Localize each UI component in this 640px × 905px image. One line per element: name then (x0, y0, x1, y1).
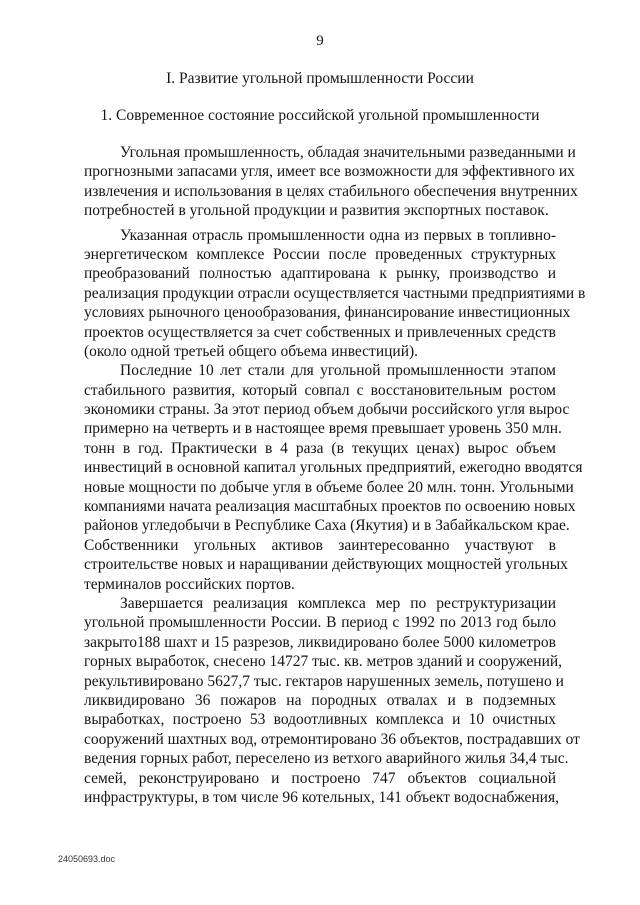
text-line: угольной промышленности России. В период с 1992 по 2013 год было (84, 614, 556, 632)
text-line: строительстве новых и наращивании действующих мощностей угольных (84, 556, 568, 574)
text-line: преобразований полностью адаптирована к рынку, производство и (84, 265, 556, 283)
paragraph-3 (84, 361, 583, 594)
text-line: ликвидировано 36 пожаров на породных отвалах и в подземных (84, 691, 556, 709)
text-line: экономики страны. За этот период объем добычи российского угля вырос (84, 401, 570, 419)
text-line: инфраструктуры, в том числе 96 котельных, 141 объект водоснабжения, (84, 788, 559, 806)
paragraph-1 (84, 143, 578, 221)
text-line: энергетическом комплексе России после проведенных структурных (84, 245, 556, 263)
text-line: Указанная отрасль промышленности одна из первых в топливно- (120, 226, 556, 244)
text-line: районов угледобычи в Республике Саха (Якутия) и в Забайкальском крае. (84, 517, 570, 535)
text-line: прогнозными запасами угля, имеет все возможности для эффективного их (84, 163, 575, 181)
section-heading: I. Развитие угольной промышленности России (166, 70, 474, 87)
text-line: тонн в год. Практически в 4 раза (в текущих ценах) вырос объем (84, 439, 556, 457)
text-line: рекультивировано 5627,7 тыс. гектаров нарушенных земель, потушено и (84, 672, 564, 690)
text-line: Угольная промышленность, обладая значительными разведанными и (120, 144, 576, 161)
text-line: терминалов российских портов. (84, 575, 295, 593)
text-line: компаниями начата реализация масштабных проектов по освоению новых (84, 498, 576, 516)
text-line: Последние 10 лет стали для угольной промышленности этапом (120, 362, 556, 380)
subsection-heading: 1. Современное состояние российской угольной промышленности (100, 107, 540, 124)
text-line: потребностей в угольной продукции и развития экспортных поставок. (84, 202, 549, 220)
text-line: (около одной третьей общего объема инвестиций). (84, 342, 419, 360)
text-line: горных выработок, снесено 14727 тыс. кв. метров зданий и сооружений, (84, 653, 563, 671)
text-line: извлечения и использования в целях стабильного обеспечения внутренних (84, 182, 578, 200)
document-file-code: 24050693.doc (58, 854, 116, 864)
text-line: Собственники угольных активов заинтересованно участвуют в (84, 536, 556, 554)
text-line: ведения горных работ, переселено из ветхого аварийного жилья 34,4 тыс. (84, 750, 569, 768)
text-line: выработках, построено 53 водоотливных комплекса и 10 очистных (84, 711, 556, 729)
text-line: Завершается реализация комплекса мер по реструктуризации (120, 594, 556, 612)
text-line: реализация продукции отрасли осуществляется частными предприятиями в (84, 284, 586, 302)
body-text (84, 143, 586, 807)
text-line: проектов осуществляется за счет собственных и привлеченных средств (84, 323, 556, 341)
text-line: сооружений шахтных вод, отремонтировано 36 объектов, пострадавших от (84, 730, 580, 748)
text-line: семей, реконструировано и построено 747 объектов социальной (84, 769, 556, 787)
text-line: примерно на четверть и в настоящее время превышает уровень 350 млн. (84, 420, 562, 438)
paragraph-2 (84, 226, 586, 362)
paragraph-4 (84, 594, 580, 807)
text-line: инвестиций в основной капитал угольных предприятий, ежегодно вводятся (84, 459, 583, 477)
text-line: стабильного развития, который совпал с восстановительным ростом (84, 381, 556, 399)
page-number: 9 (316, 33, 324, 49)
text-line: условиях рыночного ценообразования, финансирование инвестиционных (84, 304, 571, 322)
text-line: новые мощности по добыче угля в объеме более 20 млн. тонн. Угольными (84, 478, 574, 496)
text-line: закрыто188 шахт и 15 разрезов, ликвидировано более 5000 километров (84, 633, 556, 651)
